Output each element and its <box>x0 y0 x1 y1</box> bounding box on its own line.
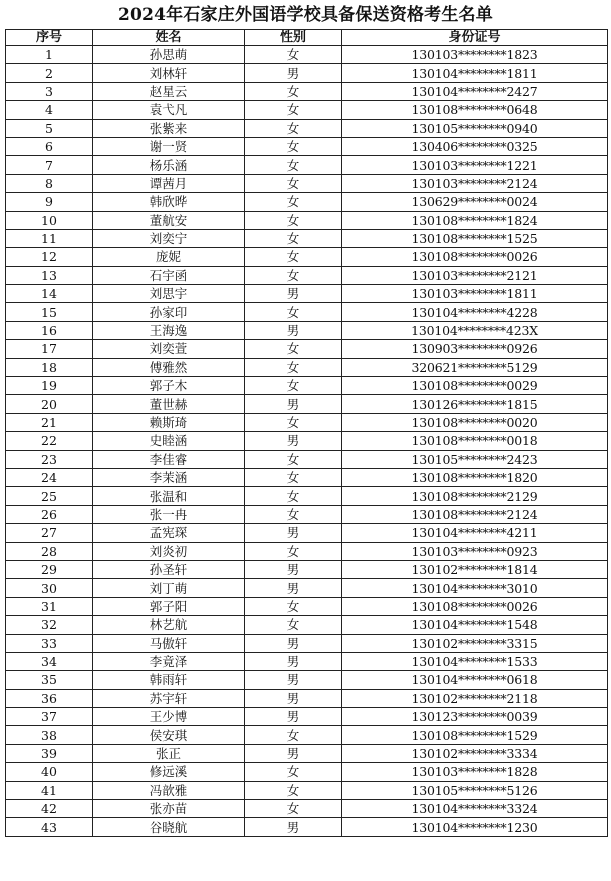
gender-cell: 女 <box>245 46 342 64</box>
roster-table <box>5 29 608 837</box>
seq-cell: 40 <box>6 763 93 781</box>
gender-cell: 女 <box>245 137 342 155</box>
name-cell: 刘思宇 <box>93 285 245 303</box>
table-row <box>6 487 608 505</box>
gender-cell: 男 <box>245 524 342 542</box>
seq-cell: 2 <box>6 64 93 82</box>
table-row <box>6 137 608 155</box>
seq-cell: 39 <box>6 744 93 762</box>
seq-cell: 24 <box>6 468 93 486</box>
gender-cell: 男 <box>245 634 342 652</box>
seq-cell: 17 <box>6 340 93 358</box>
gender-cell: 男 <box>245 744 342 762</box>
table-row <box>6 303 608 321</box>
id-number-cell: 130103********0923 <box>342 542 608 560</box>
gender-cell: 男 <box>245 818 342 836</box>
seq-cell: 27 <box>6 524 93 542</box>
gender-cell: 女 <box>245 358 342 376</box>
id-number-cell: 130104********0618 <box>342 671 608 689</box>
page-title: 2024年石家庄外国语学校具备保送资格考生名单 <box>118 5 493 25</box>
gender-cell: 男 <box>245 395 342 413</box>
name-cell: 谭茜月 <box>93 174 245 192</box>
name-cell: 张亦苗 <box>93 800 245 818</box>
name-cell: 韩欣晔 <box>93 193 245 211</box>
name-cell: 刘林轩 <box>93 64 245 82</box>
seq-cell: 21 <box>6 413 93 431</box>
seq-cell: 43 <box>6 818 93 836</box>
gender-cell: 女 <box>245 616 342 634</box>
id-number-cell: 130102********2118 <box>342 689 608 707</box>
gender-cell: 女 <box>245 413 342 431</box>
id-number-cell: 320621********5129 <box>342 358 608 376</box>
name-cell: 傅雅然 <box>93 358 245 376</box>
seq-cell: 41 <box>6 781 93 799</box>
seq-cell: 36 <box>6 689 93 707</box>
seq-cell: 8 <box>6 174 93 192</box>
name-cell: 谢一贤 <box>93 137 245 155</box>
gender-cell: 女 <box>245 229 342 247</box>
name-cell: 王海逸 <box>93 321 245 339</box>
name-cell: 杨乐涵 <box>93 156 245 174</box>
name-cell: 石宇函 <box>93 266 245 284</box>
table-row <box>6 708 608 726</box>
name-cell: 张温和 <box>93 487 245 505</box>
id-number-cell: 130103********2124 <box>342 174 608 192</box>
table-row <box>6 358 608 376</box>
id-number-cell: 130105********0940 <box>342 119 608 137</box>
id-number-cell: 130108********2129 <box>342 487 608 505</box>
gender-cell: 女 <box>245 248 342 266</box>
id-number-cell: 130903********0926 <box>342 340 608 358</box>
gender-cell: 男 <box>245 285 342 303</box>
header-name: 姓名 <box>93 30 245 46</box>
seq-cell: 3 <box>6 82 93 100</box>
gender-cell: 女 <box>245 505 342 523</box>
gender-cell: 女 <box>245 763 342 781</box>
table-row <box>6 377 608 395</box>
gender-cell: 男 <box>245 671 342 689</box>
table-row <box>6 119 608 137</box>
gender-cell: 男 <box>245 579 342 597</box>
id-number-cell: 130102********3334 <box>342 744 608 762</box>
name-cell: 孙思萌 <box>93 46 245 64</box>
id-number-cell: 130104********3324 <box>342 800 608 818</box>
table-row <box>6 616 608 634</box>
gender-cell: 女 <box>245 174 342 192</box>
name-cell: 韩雨轩 <box>93 671 245 689</box>
gender-cell: 男 <box>245 321 342 339</box>
gender-cell: 女 <box>245 211 342 229</box>
seq-cell: 4 <box>6 101 93 119</box>
id-number-cell: 130102********1814 <box>342 560 608 578</box>
table-row <box>6 579 608 597</box>
gender-cell: 女 <box>245 82 342 100</box>
name-cell: 王少博 <box>93 708 245 726</box>
id-number-cell: 130108********2124 <box>342 505 608 523</box>
id-number-cell: 130105********2423 <box>342 450 608 468</box>
table-row <box>6 46 608 64</box>
table-row <box>6 432 608 450</box>
table-row <box>6 193 608 211</box>
seq-cell: 22 <box>6 432 93 450</box>
id-number-cell: 130108********0029 <box>342 377 608 395</box>
gender-cell: 女 <box>245 726 342 744</box>
id-number-cell: 130104********423X <box>342 321 608 339</box>
table-row <box>6 597 608 615</box>
seq-cell: 6 <box>6 137 93 155</box>
name-cell: 赖斯琦 <box>93 413 245 431</box>
seq-cell: 12 <box>6 248 93 266</box>
gender-cell: 女 <box>245 450 342 468</box>
id-number-cell: 130105********5126 <box>342 781 608 799</box>
seq-cell: 19 <box>6 377 93 395</box>
name-cell: 张正 <box>93 744 245 762</box>
gender-cell: 女 <box>245 266 342 284</box>
name-cell: 庞妮 <box>93 248 245 266</box>
header-id: 身份证号 <box>342 30 608 46</box>
id-number-cell: 130103********1811 <box>342 285 608 303</box>
table-row <box>6 174 608 192</box>
seq-cell: 42 <box>6 800 93 818</box>
table-row <box>6 818 608 836</box>
id-number-cell: 130103********1828 <box>342 763 608 781</box>
seq-cell: 32 <box>6 616 93 634</box>
seq-cell: 26 <box>6 505 93 523</box>
table-row <box>6 340 608 358</box>
seq-cell: 14 <box>6 285 93 303</box>
name-cell: 李佳睿 <box>93 450 245 468</box>
gender-cell: 男 <box>245 652 342 670</box>
gender-cell: 女 <box>245 377 342 395</box>
header-seq: 序号 <box>6 30 93 46</box>
name-cell: 李茉涵 <box>93 468 245 486</box>
seq-cell: 18 <box>6 358 93 376</box>
gender-cell: 女 <box>245 303 342 321</box>
seq-cell: 20 <box>6 395 93 413</box>
seq-cell: 11 <box>6 229 93 247</box>
gender-cell: 女 <box>245 781 342 799</box>
table-row <box>6 211 608 229</box>
id-number-cell: 130104********4228 <box>342 303 608 321</box>
seq-cell: 9 <box>6 193 93 211</box>
seq-cell: 38 <box>6 726 93 744</box>
table-row <box>6 671 608 689</box>
table-row <box>6 248 608 266</box>
name-cell: 张一冉 <box>93 505 245 523</box>
seq-cell: 15 <box>6 303 93 321</box>
seq-cell: 30 <box>6 579 93 597</box>
gender-cell: 女 <box>245 800 342 818</box>
name-cell: 冯歆雅 <box>93 781 245 799</box>
name-cell: 马傲轩 <box>93 634 245 652</box>
table-row <box>6 634 608 652</box>
id-number-cell: 130629********0024 <box>342 193 608 211</box>
id-number-cell: 130123********0039 <box>342 708 608 726</box>
gender-cell: 男 <box>245 689 342 707</box>
id-number-cell: 130108********0018 <box>342 432 608 450</box>
table-row <box>6 744 608 762</box>
id-number-cell: 130108********0026 <box>342 248 608 266</box>
id-number-cell: 130103********1221 <box>342 156 608 174</box>
id-number-cell: 130104********4211 <box>342 524 608 542</box>
id-number-cell: 130104********1533 <box>342 652 608 670</box>
table-body <box>6 46 608 837</box>
id-number-cell: 130103********2121 <box>342 266 608 284</box>
table-row <box>6 450 608 468</box>
id-number-cell: 130104********1548 <box>342 616 608 634</box>
table-header-row <box>6 30 608 46</box>
name-cell: 刘丁萌 <box>93 579 245 597</box>
id-number-cell: 130108********0648 <box>342 101 608 119</box>
name-cell: 林艺航 <box>93 616 245 634</box>
seq-cell: 28 <box>6 542 93 560</box>
seq-cell: 7 <box>6 156 93 174</box>
id-number-cell: 130108********1820 <box>342 468 608 486</box>
table-row <box>6 524 608 542</box>
table-row <box>6 800 608 818</box>
gender-cell: 女 <box>245 487 342 505</box>
name-cell: 董航安 <box>93 211 245 229</box>
table-row <box>6 505 608 523</box>
table-row <box>6 229 608 247</box>
table-row <box>6 763 608 781</box>
gender-cell: 女 <box>245 193 342 211</box>
id-number-cell: 130108********1525 <box>342 229 608 247</box>
id-number-cell: 130104********2427 <box>342 82 608 100</box>
seq-cell: 25 <box>6 487 93 505</box>
header-gender: 性别 <box>245 30 342 46</box>
name-cell: 孟宪琛 <box>93 524 245 542</box>
table-row <box>6 321 608 339</box>
table-row <box>6 542 608 560</box>
gender-cell: 男 <box>245 64 342 82</box>
table-row <box>6 156 608 174</box>
name-cell: 刘奕宁 <box>93 229 245 247</box>
gender-cell: 女 <box>245 156 342 174</box>
name-cell: 侯安琪 <box>93 726 245 744</box>
seq-cell: 1 <box>6 46 93 64</box>
table-row <box>6 726 608 744</box>
name-cell: 李竟泽 <box>93 652 245 670</box>
table-row <box>6 689 608 707</box>
seq-cell: 5 <box>6 119 93 137</box>
seq-cell: 10 <box>6 211 93 229</box>
name-cell: 谷晓航 <box>93 818 245 836</box>
id-number-cell: 130108********0026 <box>342 597 608 615</box>
name-cell: 苏宇轩 <box>93 689 245 707</box>
name-cell: 刘炎初 <box>93 542 245 560</box>
gender-cell: 男 <box>245 432 342 450</box>
id-number-cell: 130102********3315 <box>342 634 608 652</box>
id-number-cell: 130103********1823 <box>342 46 608 64</box>
gender-cell: 女 <box>245 119 342 137</box>
table-row <box>6 781 608 799</box>
name-cell: 修远溪 <box>93 763 245 781</box>
id-number-cell: 130108********1824 <box>342 211 608 229</box>
id-number-cell: 130108********0020 <box>342 413 608 431</box>
name-cell: 刘奕萱 <box>93 340 245 358</box>
name-cell: 孙圣轩 <box>93 560 245 578</box>
table-row <box>6 101 608 119</box>
table-row <box>6 64 608 82</box>
gender-cell: 男 <box>245 560 342 578</box>
name-cell: 张紫来 <box>93 119 245 137</box>
gender-cell: 女 <box>245 542 342 560</box>
gender-cell: 女 <box>245 597 342 615</box>
name-cell: 郭子阳 <box>93 597 245 615</box>
table-row <box>6 82 608 100</box>
id-number-cell: 130406********0325 <box>342 137 608 155</box>
seq-cell: 33 <box>6 634 93 652</box>
name-cell: 赵星云 <box>93 82 245 100</box>
name-cell: 袁弋凡 <box>93 101 245 119</box>
id-number-cell: 130104********1230 <box>342 818 608 836</box>
seq-cell: 35 <box>6 671 93 689</box>
seq-cell: 31 <box>6 597 93 615</box>
seq-cell: 29 <box>6 560 93 578</box>
id-number-cell: 130126********1815 <box>342 395 608 413</box>
table-row <box>6 285 608 303</box>
gender-cell: 女 <box>245 101 342 119</box>
seq-cell: 13 <box>6 266 93 284</box>
table-row <box>6 413 608 431</box>
id-number-cell: 130104********3010 <box>342 579 608 597</box>
id-number-cell: 130104********1811 <box>342 64 608 82</box>
table-row <box>6 652 608 670</box>
table-row <box>6 395 608 413</box>
gender-cell: 男 <box>245 708 342 726</box>
name-cell: 史睦涵 <box>93 432 245 450</box>
seq-cell: 37 <box>6 708 93 726</box>
name-cell: 董世赫 <box>93 395 245 413</box>
table-row <box>6 468 608 486</box>
gender-cell: 女 <box>245 340 342 358</box>
name-cell: 孙家印 <box>93 303 245 321</box>
seq-cell: 34 <box>6 652 93 670</box>
name-cell: 郭子木 <box>93 377 245 395</box>
table-row <box>6 266 608 284</box>
seq-cell: 23 <box>6 450 93 468</box>
seq-cell: 16 <box>6 321 93 339</box>
table-row <box>6 560 608 578</box>
gender-cell: 女 <box>245 468 342 486</box>
id-number-cell: 130108********1529 <box>342 726 608 744</box>
